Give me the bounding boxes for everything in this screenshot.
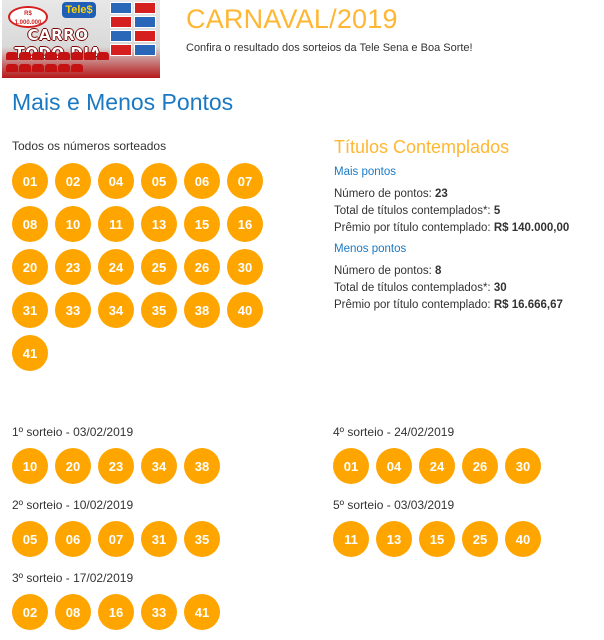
- more-points-count: Número de pontos: 23: [334, 188, 448, 200]
- banner-badge: R$ 1.000.000: [8, 6, 48, 28]
- number-ball: 34: [141, 448, 177, 484]
- number-ball: 10: [55, 206, 91, 242]
- number-ball: 01: [12, 163, 48, 199]
- number-ball: 10: [12, 448, 48, 484]
- less-points-count: Número de pontos: 8: [334, 265, 442, 277]
- number-ball: 23: [98, 448, 134, 484]
- number-ball: 11: [333, 521, 369, 557]
- number-ball: 16: [227, 206, 263, 242]
- more-points-group: [334, 166, 594, 237]
- number-ball: 30: [227, 249, 263, 285]
- banner-headline: CARRO: [27, 26, 89, 44]
- prizes-title: Títulos Contemplados: [334, 137, 510, 157]
- less-points-prize: Prêmio por título contemplado: R$ 16.666,67: [334, 299, 563, 311]
- number-ball: 13: [376, 521, 412, 557]
- number-ball: 05: [141, 163, 177, 199]
- number-ball: 06: [184, 163, 220, 199]
- draw-label: 4º sorteio - 24/02/2019: [333, 425, 455, 439]
- number-ball: 41: [12, 335, 48, 371]
- number-ball: 05: [12, 521, 48, 557]
- number-ball: 24: [98, 249, 134, 285]
- number-ball: 38: [184, 448, 220, 484]
- draw-balls: [333, 448, 541, 484]
- draw-5: [333, 498, 541, 557]
- draw-balls: [333, 521, 541, 557]
- draw-3: [12, 571, 220, 630]
- promo-banner-image[interactable]: [2, 0, 160, 78]
- number-ball: 34: [98, 292, 134, 328]
- number-ball: 40: [505, 521, 541, 557]
- banner-prize-tiles: [110, 2, 158, 56]
- number-ball: 40: [227, 292, 263, 328]
- draw-label: 5º sorteio - 03/03/2019: [333, 498, 455, 512]
- number-ball: 33: [141, 594, 177, 630]
- number-ball: 02: [12, 594, 48, 630]
- number-ball: 20: [12, 249, 48, 285]
- number-ball: 24: [419, 448, 455, 484]
- number-ball: 15: [184, 206, 220, 242]
- draw-balls: [12, 521, 220, 557]
- more-points-prize: Prêmio por título contemplado: R$ 140.000,00: [334, 222, 570, 234]
- prizes-panel: [334, 137, 594, 320]
- draw-label: 2º sorteio - 10/02/2019: [12, 498, 134, 512]
- number-ball: 38: [184, 292, 220, 328]
- number-ball: 02: [55, 163, 91, 199]
- header: [0, 0, 604, 80]
- banner-cars: [6, 52, 110, 74]
- less-points-group: [334, 243, 594, 314]
- number-ball: 04: [376, 448, 412, 484]
- draw-balls: [12, 594, 220, 630]
- number-ball: 13: [141, 206, 177, 242]
- draw-2: [12, 498, 220, 557]
- less-points-heading: Menos pontos: [334, 243, 407, 255]
- number-ball: 07: [227, 163, 263, 199]
- less-points-titles: Total de títulos contemplados*: 30: [334, 282, 507, 294]
- more-points-heading: Mais pontos: [334, 166, 397, 178]
- all-numbers-grid: [12, 163, 272, 371]
- number-ball: 06: [55, 521, 91, 557]
- number-ball: 20: [55, 448, 91, 484]
- page-title: CARNAVAL/2019: [186, 4, 398, 34]
- number-ball: 16: [98, 594, 134, 630]
- number-ball: 15: [419, 521, 455, 557]
- number-ball: 08: [55, 594, 91, 630]
- number-ball: 01: [333, 448, 369, 484]
- draw-label: 3º sorteio - 17/02/2019: [12, 571, 134, 585]
- draw-4: [333, 425, 541, 484]
- tele-sena-logo: Tele$: [62, 2, 96, 18]
- number-ball: 35: [184, 521, 220, 557]
- number-ball: 25: [141, 249, 177, 285]
- number-ball: 31: [141, 521, 177, 557]
- number-ball: 08: [12, 206, 48, 242]
- number-ball: 04: [98, 163, 134, 199]
- number-ball: 23: [55, 249, 91, 285]
- draw-1: [12, 425, 220, 484]
- more-points-titles: Total de títulos contemplados*: 5: [334, 205, 501, 217]
- number-ball: 33: [55, 292, 91, 328]
- number-ball: 26: [462, 448, 498, 484]
- number-ball: 26: [184, 249, 220, 285]
- number-ball: 30: [505, 448, 541, 484]
- section-title: Mais e Menos Pontos: [12, 89, 234, 115]
- number-ball: 31: [12, 292, 48, 328]
- page-subtitle: Confira o resultado dos sorteios da Tele Sena e Boa Sorte!: [186, 42, 473, 54]
- draw-label: 1º sorteio - 03/02/2019: [12, 425, 134, 439]
- all-numbers-label: Todos os números sorteados: [12, 139, 167, 153]
- number-ball: 11: [98, 206, 134, 242]
- draw-balls: [12, 448, 220, 484]
- number-ball: 41: [184, 594, 220, 630]
- number-ball: 07: [98, 521, 134, 557]
- number-ball: 35: [141, 292, 177, 328]
- number-ball: 25: [462, 521, 498, 557]
